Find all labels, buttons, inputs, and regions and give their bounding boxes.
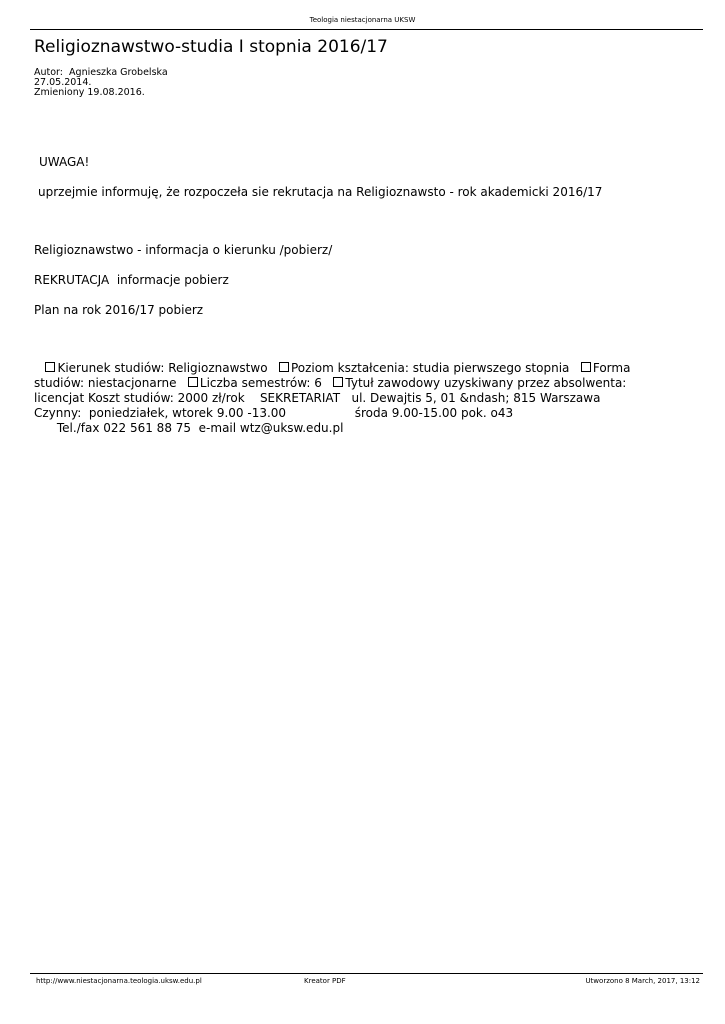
info-link[interactable]: Religioznawstwo - informacja o kierunku /pobierz/ <box>34 243 333 257</box>
checkbox-icon <box>188 377 198 387</box>
details-line-4: Czynny: poniedziałek, wtorek 9.00 -13.00 środa 9.00-15.00 pok. o43 <box>34 406 514 420</box>
checkbox-icon <box>45 362 55 372</box>
notice-text: uprzejmie informuję, że rozpoczeła sie rekrutacja na Religioznawsto - rok akademicki 2016/17 <box>38 185 603 199</box>
site-header: Teologia niestacjonarna UKSW <box>309 16 416 24</box>
checkbox-icon <box>333 377 343 387</box>
recruitment-link[interactable]: REKRUTACJA informacje pobierz <box>34 273 229 287</box>
details-line-2 <box>34 376 684 391</box>
study-form-label: Forma <box>592 361 631 375</box>
semesters: Liczba semestrów: 6 <box>199 376 334 390</box>
plan-link[interactable]: Plan na rok 2016/17 pobierz <box>34 303 204 317</box>
details-line-5: Tel./fax 022 561 88 75 e-mail wtz@uksw.edu.pl <box>34 421 344 435</box>
field-of-study: Kierunek studiów: Religioznawstwo <box>57 361 279 375</box>
study-level: Poziom kształcenia: studia pierwszego stopnia <box>290 361 581 375</box>
header-divider <box>30 29 703 30</box>
study-details <box>34 361 684 436</box>
degree-title: Tytuł zawodowy uzyskiwany przez absolwenta: <box>345 376 627 390</box>
details-line-1 <box>34 361 684 376</box>
checkbox-icon <box>581 362 591 372</box>
footer-url[interactable]: http://www.niestacjonarna.teologia.uksw.edu.pl <box>36 977 202 985</box>
created-date: 27.05.2014. <box>34 77 92 88</box>
footer-generator: Kreator PDF <box>304 977 346 985</box>
footer-divider <box>30 973 703 974</box>
notice-heading: UWAGA! <box>39 155 90 169</box>
footer-created: Utworzono 8 March, 2017, 13:12 <box>585 977 700 985</box>
modified-date: Zmieniony 19.08.2016. <box>34 87 145 98</box>
page-title: Religioznawstwo-studia I stopnia 2016/17 <box>34 37 388 57</box>
details-line-3: licencjat Koszt studiów: 2000 zł/rok SEKRETARIAT ul. Dewajtis 5, 01 &ndash; 815 Warszawa <box>34 391 601 405</box>
checkbox-icon <box>279 362 289 372</box>
author-line: Autor: Agnieszka Grobelska <box>34 67 168 78</box>
study-form-value: studiów: niestacjonarne <box>34 376 188 390</box>
article-meta <box>34 68 168 98</box>
